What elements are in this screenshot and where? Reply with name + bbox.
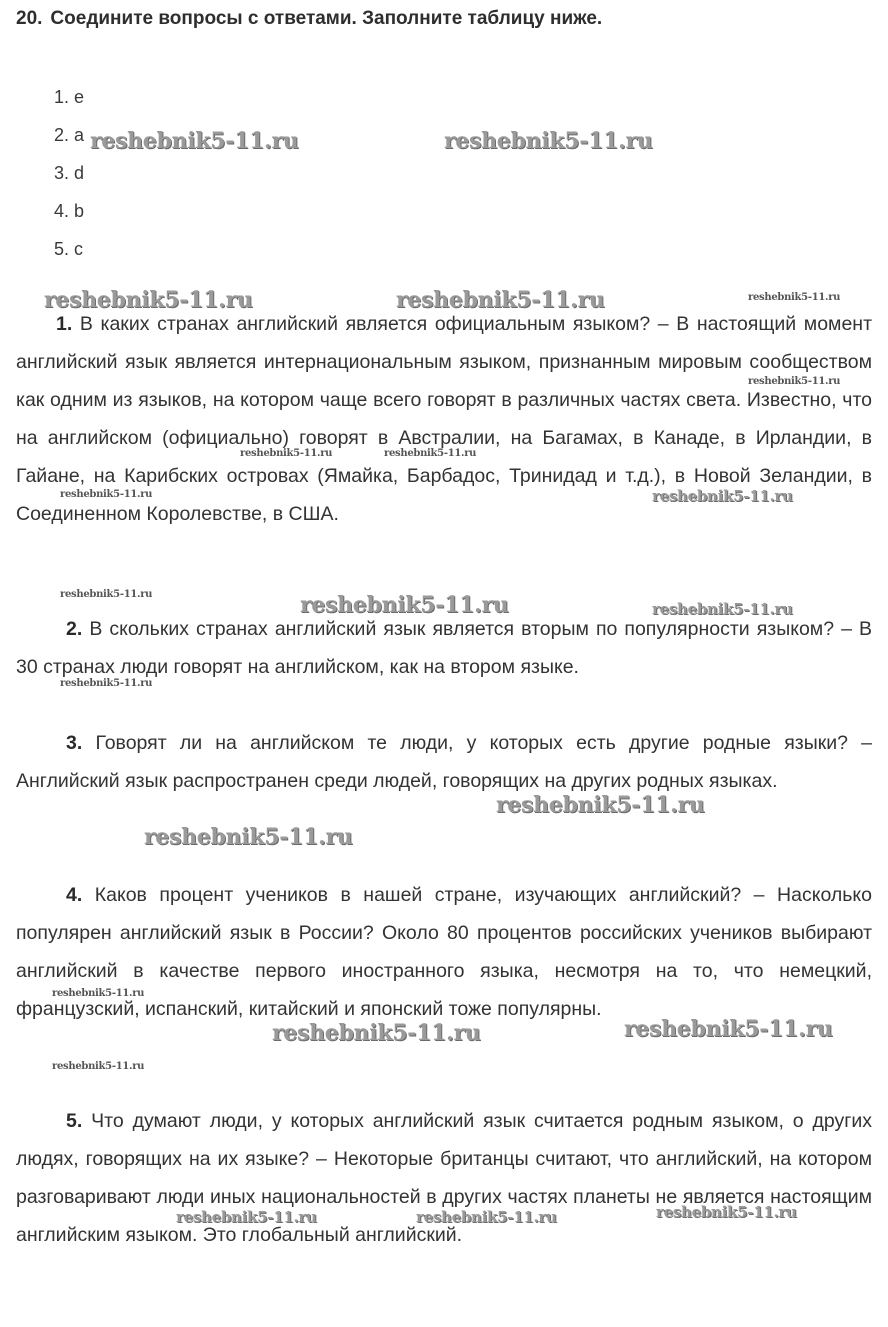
answer-item: 1. e: [54, 87, 85, 107]
answer-paragraph-5: 5. Что думают люди, у которых английский язык считается родным языком, о других людях, говорящих на их языке? – Некоторые британцы считают, что английский, на котором разговаривают люди иных национальностей в других частях планеты не является настоящим английским языком. Это глобальный английский.: [16, 1110, 872, 1246]
watermark: reshebnik5-11.ru: [300, 592, 509, 618]
answer-item: 2. a: [54, 125, 85, 145]
watermark: reshebnik5-11.ru: [656, 1203, 797, 1221]
watermark: reshebnik5-11.ru: [144, 824, 353, 850]
watermark: reshebnik5-11.ru: [652, 487, 793, 505]
watermark: reshebnik5-11.ru: [176, 1208, 317, 1226]
watermark: reshebnik5-11.ru: [240, 448, 333, 459]
watermark: reshebnik5-11.ru: [52, 1061, 145, 1072]
watermark: reshebnik5-11.ru: [60, 489, 153, 500]
watermark: reshebnik5-11.ru: [444, 128, 653, 154]
answer-item: 3. d: [54, 163, 85, 183]
watermark: reshebnik5-11.ru: [60, 678, 153, 689]
watermark: reshebnik5-11.ru: [396, 287, 605, 313]
exercise-title: Соедините вопросы с ответами. Заполните таблицу ниже.: [50, 8, 603, 29]
watermark: reshebnik5-11.ru: [384, 448, 477, 459]
answer-paragraph-4: 4. Каков процент учеников в нашей стране, изучающих английский? – Насколько популярен английский язык в России? Около 80 процентов российских учеников выбирают английский в качестве первого иностранного языка, несмотря на то, что немецкий, французский, испанский, китайский и японский тоже популярны.: [16, 884, 872, 1020]
watermark: reshebnik5-11.ru: [272, 1020, 481, 1046]
exercise-heading: [16, 8, 602, 30]
watermark: reshebnik5-11.ru: [748, 292, 841, 303]
exercise-number: 20.: [16, 8, 43, 29]
answer-paragraph-3: 3. Говорят ли на английском те люди, у которых есть другие родные языки? – Английский язык распространен среди людей, говорящих на других родных языках.: [16, 732, 873, 792]
watermark: reshebnik5-11.ru: [496, 792, 705, 818]
answer-list: [54, 84, 84, 274]
watermark: reshebnik5-11.ru: [52, 988, 145, 999]
watermark: reshebnik5-11.ru: [652, 600, 793, 618]
watermark: reshebnik5-11.ru: [748, 376, 841, 387]
watermark: reshebnik5-11.ru: [60, 589, 153, 600]
watermark: reshebnik5-11.ru: [416, 1208, 557, 1226]
watermark: reshebnik5-11.ru: [624, 1016, 833, 1042]
watermark: reshebnik5-11.ru: [44, 287, 253, 313]
answer-item: 5. c: [54, 239, 84, 259]
answer-item: 4. b: [54, 201, 85, 221]
watermark: reshebnik5-11.ru: [90, 128, 299, 154]
answer-paragraph-1: 1. В каких странах английский является официальным языком? – В настоящий момент английский язык является интернациональным языком, признанным мировым сообществом как одним из языков, на котором чаще всего говорят в различных частях света. Известно, что на английском (официально) говорят в Австралии, на Багамах, в Канаде, в Ирландии, в Гайане, на Карибских островах (Ямайка, Барбадос, Тринидад и т.д.), в Новой Зеландии, в Соединенном Королевстве, в США.: [16, 313, 873, 525]
answer-paragraph-2: 2. В скольких странах английский язык является вторым по популярности языком? – В 30 странах люди говорят на английском, как на втором языке.: [16, 618, 872, 678]
